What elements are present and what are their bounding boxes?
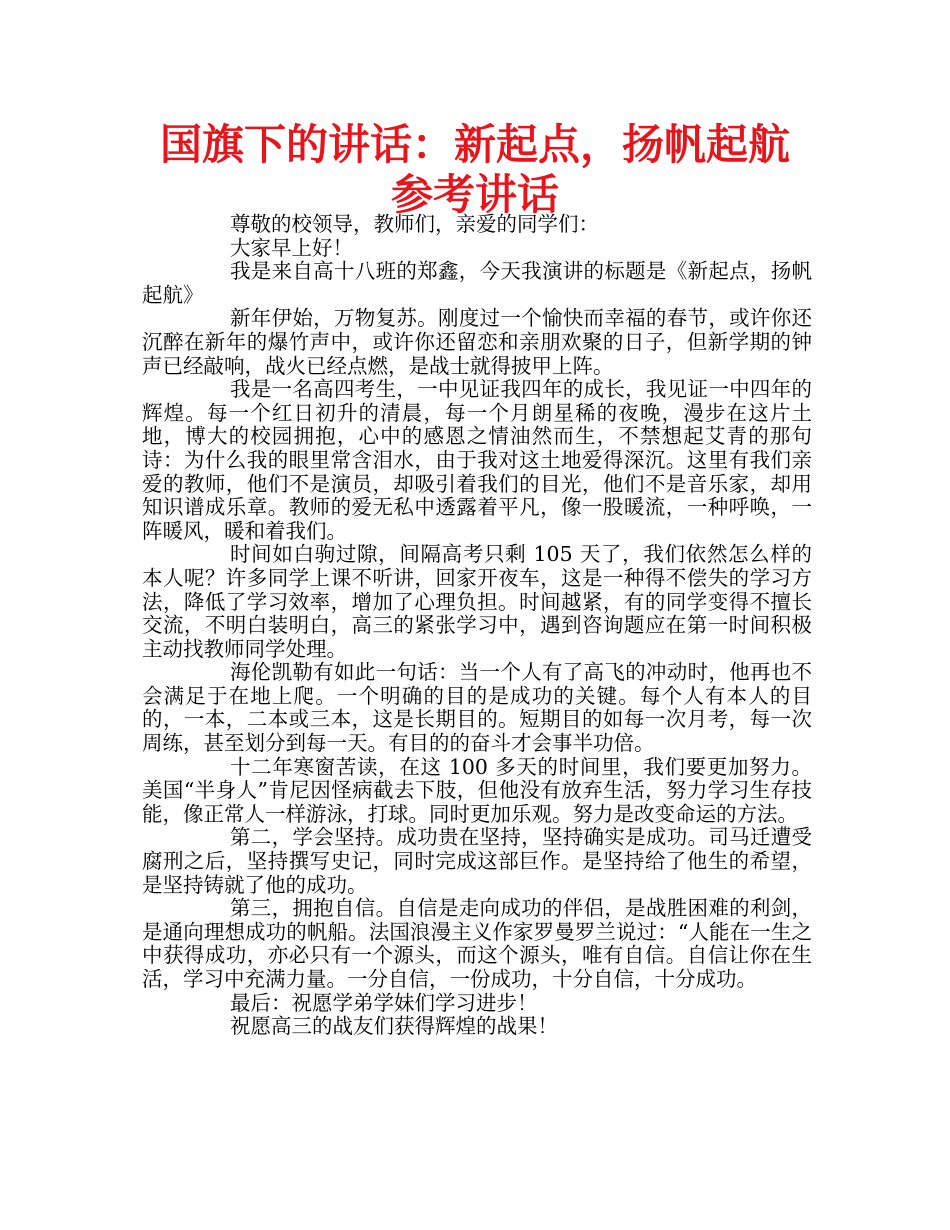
paragraph-final-wish: 祝愿高三的战友们获得辉煌的战果！ [230, 1014, 558, 1039]
paragraph-confidence: 第三，拥抱自信。自信是走向成功的伴侣，是战胜困难的利剑，是通向理想成功的帆船。法国浪漫主义作家罗曼罗兰说过：“人能在一生之中获得成功，亦必只有一个源头，而这个源头，唯有自信。自信让你在生活，学习中充满力量。一分自信，一份成功，十分自信，十分成功。 [142, 896, 812, 991]
paragraph-time: 时间如白驹过隙，间隔高考只剩 105 天了，我们依然怎么样的本人呢？许多同学上课不听讲，回家开夜车，这是一种得不偿失的学习方法，降低了学习效率，增加了心理负担。时间越紧，有的同学变得不擅长交流，不明白装明白，高三的紧张学习中，遇到咨询题应在第一时间积极主动找教师同学处理。 [142, 542, 812, 661]
paragraph-goals: 海伦凯勒有如此一句话：当一个人有了高飞的冲动时，他再也不会满足于在地上爬。一个明确的目的是成功的关键。每个人有本人的目的，一本，二本或三本，这是长期目的。短期目的如每一次月考，每一次周练，甚至划分到每一天。有目的的奋斗才会事半功倍。 [142, 660, 812, 756]
paragraph-hello: 大家早上好！ [230, 235, 353, 260]
paragraph-greeting: 尊敬的校领导，教师们，亲爱的同学们： [230, 212, 599, 236]
paragraph-persistence: 第二，学会坚持。成功贵在坚持，坚持确实是成功。司马迁遭受腐刑之后，坚持撰写史记，同时完成这部巨作。是坚持给了他生的希望，是坚持铸就了他的成功。 [142, 825, 812, 897]
paragraph-closing-wish: 最后：祝愿学弟学妹们学习进步！ [230, 990, 538, 1015]
document-title: 国旗下的讲话：新起点，扬帆起航参考讲话 [159, 120, 790, 219]
paragraph-effort: 十二年寒窗苦读，在这 100 多天的时间里，我们要更加努力。美国“半身人”肯尼因怪病截去下肢，但他没有放弃生活，努力学习生存技能，像正常人一样游泳，打球。同时更加乐观。努力是改变命运的方法。 [142, 754, 812, 826]
paragraph-introduction: 我是来自高十八班的郑鑫，今天我演讲的标题是《新起点，扬帆起航》 [142, 259, 812, 307]
paragraph-school-gratitude: 我是一名高四考生，一中见证我四年的成长，我见证一中四年的辉煌。每一个红日初升的清晨，每一个月朗星稀的夜晚，漫步在这片土地，博大的校园拥抱，心中的感恩之情油然而生，不禁想起艾青的那句诗：为什么我的眼里常含泪水，由于我对这土地爱得深沉。这里有我们亲爱的教师，他们不是演员，却吸引着我们的目光，他们不是音乐家，却用知识谱成乐章。教师的爱无私中透露着平凡，像一股暖流，一种呼唤，一阵暖风，暖和着我们。 [142, 377, 812, 543]
document-body [142, 213, 812, 1039]
paragraph-new-year: 新年伊始，万物复苏。刚度过一个愉快而幸福的春节，或许你还沉醉在新年的爆竹声中，或许你还留恋和亲朋欢聚的日子，但新学期的钟声已经敲响，战火已经点燃，是战士就得披甲上阵。 [142, 306, 812, 378]
